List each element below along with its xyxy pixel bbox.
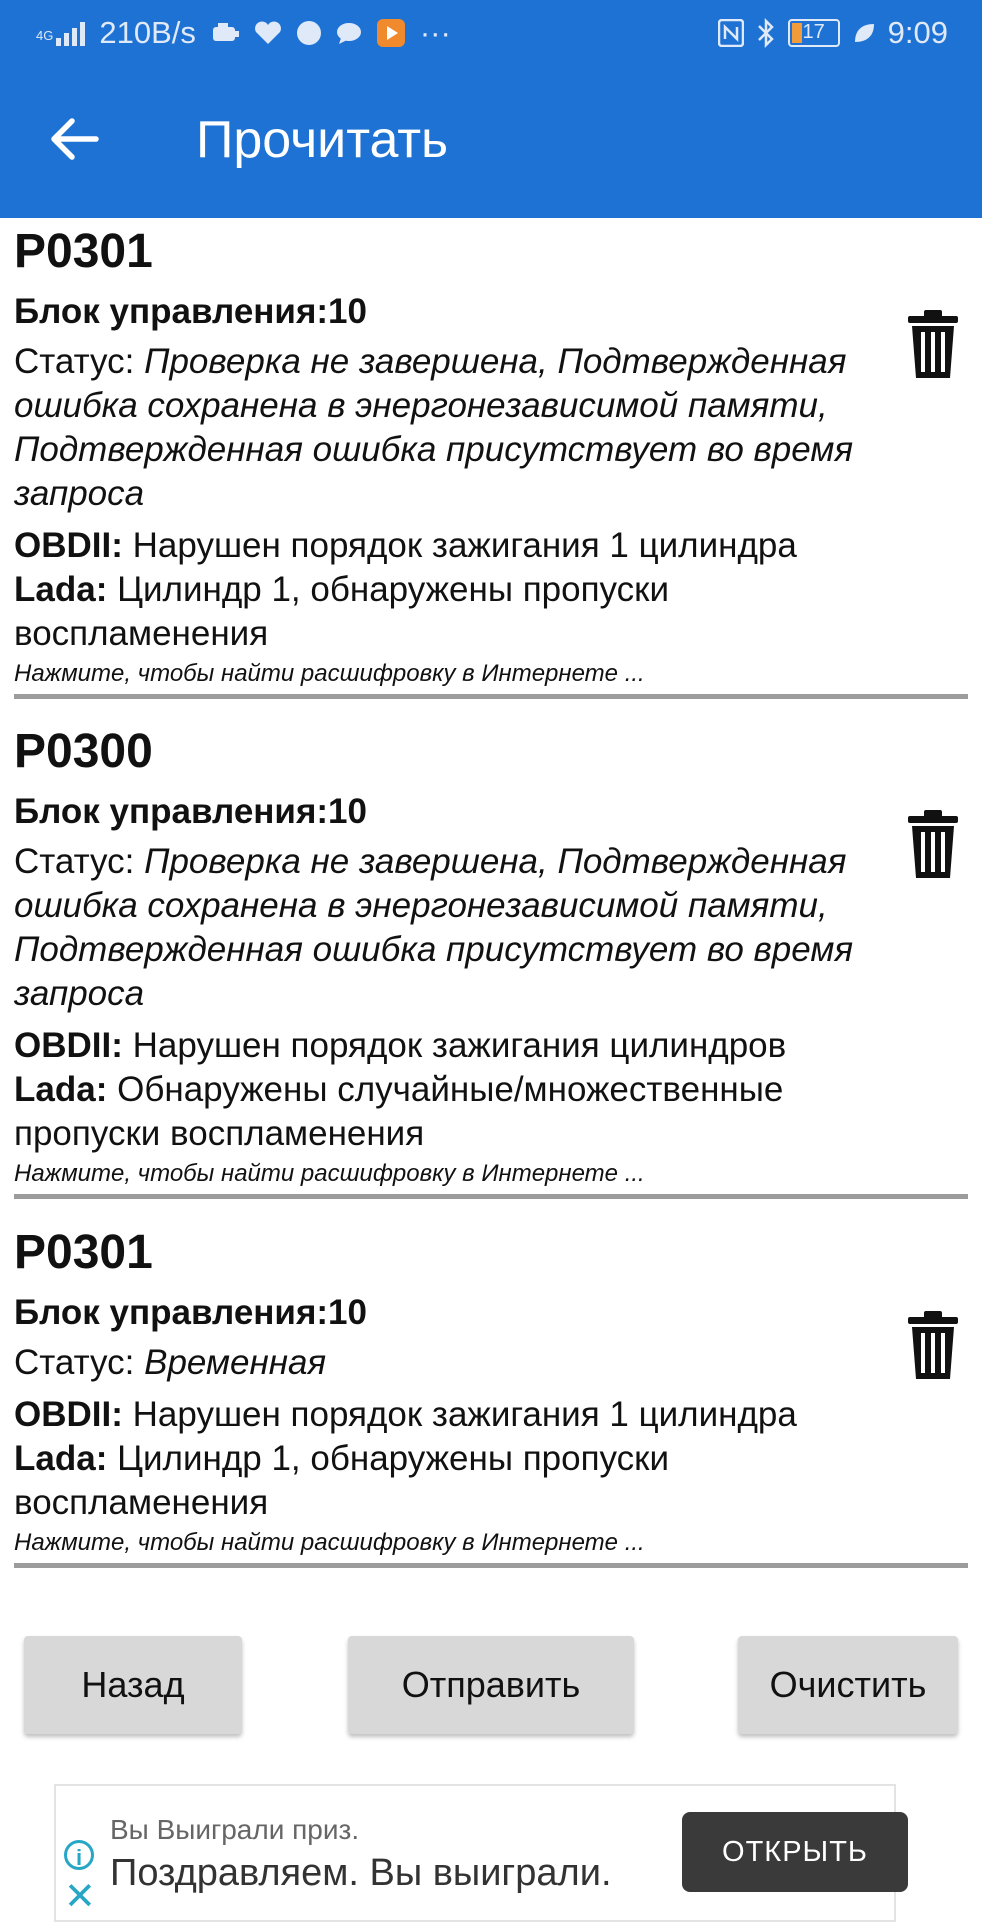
obd-label: OBDII: [14, 526, 123, 565]
back-button[interactable]: Назад [24, 1636, 242, 1734]
dtc-card[interactable] [14, 226, 968, 699]
divider [14, 694, 968, 699]
maker-description [14, 1068, 884, 1156]
obd-label: OBDII: [14, 1395, 123, 1434]
clock: 9:09 [887, 15, 948, 50]
maker-label: Lada: [14, 1070, 108, 1109]
obd-value: Нарушен порядок зажигания цилиндров [132, 1026, 787, 1065]
obd-description [14, 1024, 884, 1068]
maker-value: Цилиндр 1, обнаружены пропуски воспламенения [14, 570, 670, 653]
ad-open-button[interactable]: ОТКРЫТЬ [682, 1812, 908, 1892]
send-button[interactable]: Отправить [348, 1636, 634, 1734]
chat-icon [336, 21, 362, 45]
divider [14, 1194, 968, 1199]
status-bar [0, 0, 982, 66]
leaf-icon [852, 21, 876, 45]
more-notifications-icon: ··· [419, 15, 451, 50]
dtc-status [14, 340, 884, 516]
divider [14, 1563, 968, 1568]
dtc-card[interactable] [14, 1227, 968, 1568]
battery-level: 17 [802, 21, 825, 43]
maker-label: Lada: [14, 1439, 108, 1478]
ad-info-icon[interactable]: i [64, 1840, 94, 1870]
battery-icon [788, 19, 840, 47]
dtc-card[interactable] [14, 726, 968, 1199]
trash-icon[interactable] [908, 1311, 958, 1381]
search-online-link[interactable]: Нажмите, чтобы найти расшифровку в Интернете ... [14, 660, 645, 687]
obd-value: Нарушен порядок зажигания 1 цилиндра [132, 526, 797, 565]
status-label: Статус: [14, 842, 135, 881]
app-header [0, 0, 982, 218]
ad-close-icon[interactable]: ✕ [64, 1876, 96, 1918]
ecu-label: Блок управления:10 [14, 292, 367, 331]
dtc-code: P0301 [14, 225, 153, 278]
obd-description [14, 1393, 884, 1437]
trash-icon[interactable] [908, 810, 958, 880]
dtc-code: P0300 [14, 725, 153, 778]
car-engine-icon [210, 22, 240, 44]
bluetooth-icon [756, 18, 776, 48]
media-app-icon [376, 18, 406, 48]
ad-body: Поздравляем. Вы выиграли. [110, 1852, 612, 1894]
page-title: Прочитать [196, 111, 449, 169]
status-label: Статус: [14, 1343, 135, 1382]
status-value: Временная [144, 1343, 327, 1382]
maker-description [14, 1437, 884, 1525]
ad-banner[interactable] [54, 1784, 896, 1922]
audio-icon [296, 20, 322, 46]
maker-description [14, 568, 884, 656]
network-type: 4G [36, 28, 54, 43]
status-label: Статус: [14, 342, 135, 381]
status-value: Проверка не завершена, Подтвержденная ошибка сохранена в энергонезависимой памяти, Подтвержденная ошибка присутствует во время запроса [14, 842, 854, 1013]
trash-icon[interactable] [908, 310, 958, 380]
nfc-icon [718, 19, 744, 47]
ad-headline: Вы Выиграли приз. [110, 1814, 360, 1845]
network-speed: 210B/s [99, 15, 196, 50]
status-value: Проверка не завершена, Подтвержденная ошибка сохранена в энергонезависимой памяти, Подтвержденная ошибка присутствует во время запроса [14, 342, 854, 513]
search-online-link[interactable]: Нажмите, чтобы найти расшифровку в Интернете ... [14, 1529, 645, 1556]
clear-button[interactable]: Очистить [738, 1636, 958, 1734]
heart-pulse-icon [254, 21, 282, 45]
back-arrow-icon[interactable] [46, 112, 100, 166]
ecu-label: Блок управления:10 [14, 1293, 367, 1332]
maker-value: Обнаружены случайные/множественные пропуски воспламенения [14, 1070, 784, 1153]
maker-label: Lada: [14, 570, 108, 609]
obd-description [14, 524, 884, 568]
maker-value: Цилиндр 1, обнаружены пропуски воспламенения [14, 1439, 670, 1522]
signal-icon [36, 20, 85, 46]
dtc-status [14, 1341, 884, 1385]
dtc-code: P0301 [14, 1226, 153, 1279]
obd-label: OBDII: [14, 1026, 123, 1065]
ecu-label: Блок управления:10 [14, 792, 367, 831]
obd-value: Нарушен порядок зажигания 1 цилиндра [132, 1395, 797, 1434]
dtc-status [14, 840, 884, 1016]
search-online-link[interactable]: Нажмите, чтобы найти расшифровку в Интернете ... [14, 1160, 645, 1187]
